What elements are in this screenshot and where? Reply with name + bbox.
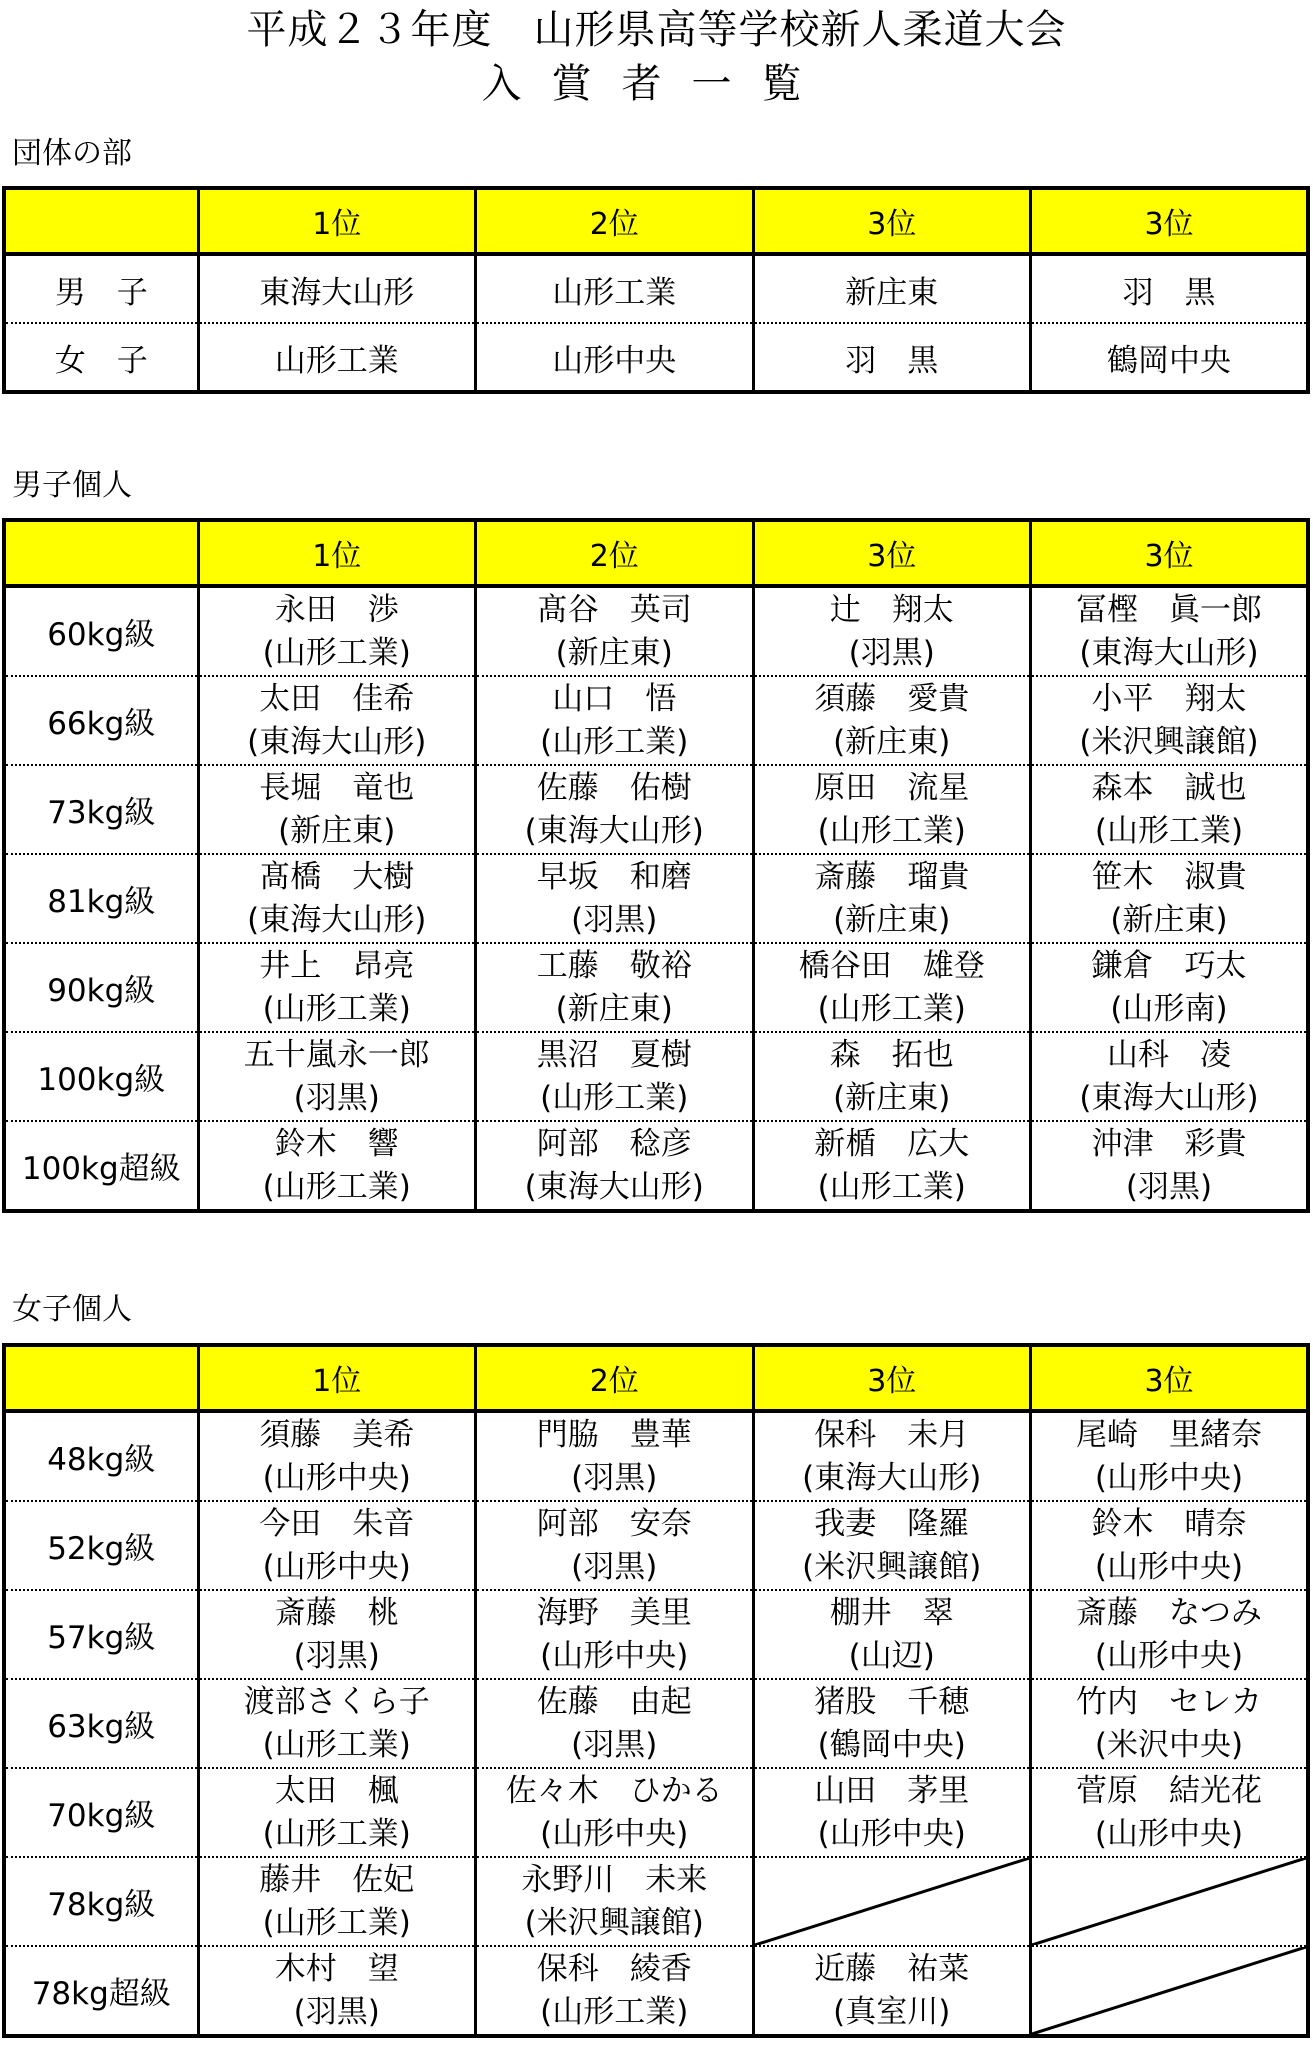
school-name: (米沢興譲館) (802, 1548, 982, 1585)
school-name: (羽黒) (571, 1459, 658, 1496)
athlete-name: 冨樫 眞一郎 (1076, 591, 1262, 628)
athlete-name: 鈴木 晴奈 (1091, 1505, 1247, 1542)
result-cell (198, 1857, 476, 1946)
result-cell (753, 1501, 1031, 1590)
header-place-3: 3位 (753, 1345, 1031, 1411)
school-name: (東海大山形) (247, 723, 427, 760)
school-name: (山形工業) (262, 1726, 411, 1763)
result-cell (1031, 586, 1309, 676)
school-name: (東海大山形) (802, 1459, 982, 1496)
athlete-name: 沖津 彩貴 (1091, 1125, 1247, 1162)
team-section-label: 団体の部 (12, 136, 132, 171)
team-result-cell: 羽 黒 (1031, 254, 1309, 323)
result-cell (476, 765, 754, 854)
men-weight-row (4, 676, 1308, 765)
school-name: (新庄東) (833, 723, 951, 760)
result-cell (1031, 1501, 1309, 1590)
athlete-name: 鈴木 響 (274, 1125, 399, 1162)
school-name: (山形工業) (262, 1168, 411, 1205)
empty-result-cell (1031, 1946, 1309, 2036)
result-cell (198, 1768, 476, 1857)
men-weight-row (4, 765, 1308, 854)
women-section-label: 女子個人 (12, 1292, 132, 1327)
school-name: (羽黒) (571, 1548, 658, 1585)
athlete-name: 森本 誠也 (1091, 769, 1247, 806)
result-cell (476, 1501, 754, 1590)
athlete-name: 猪股 千穂 (814, 1683, 970, 1720)
team-row (4, 254, 1308, 323)
school-name: (新庄東) (833, 901, 951, 938)
women-weight-row (4, 1768, 1308, 1857)
athlete-name: 新楯 広大 (814, 1125, 970, 1162)
athlete-name: 黒沼 夏樹 (536, 1036, 692, 1073)
athlete-name: 斎藤 桃 (274, 1594, 399, 1631)
athlete-name: 菅原 結光花 (1076, 1772, 1262, 1809)
school-name: (東海大山形) (1079, 1079, 1259, 1116)
result-cell (753, 676, 1031, 765)
weight-class-cell: 52kg級 (4, 1501, 198, 1590)
header-place-4: 3位 (1031, 520, 1309, 586)
school-name: (山形工業) (1094, 812, 1244, 849)
school-name: (山形工業) (540, 1079, 689, 1116)
result-cell (1031, 1679, 1309, 1768)
result-cell (198, 1501, 476, 1590)
weight-class-cell: 90kg級 (4, 943, 198, 1032)
men-weight-row (4, 854, 1308, 943)
athlete-name: 太田 楓 (274, 1772, 399, 1809)
women-weight-row (4, 1679, 1308, 1768)
result-cell (753, 1121, 1031, 1211)
women-weight-row (4, 1857, 1308, 1946)
athlete-name: 井上 昂亮 (259, 947, 415, 984)
school-name: (新庄東) (1110, 901, 1228, 938)
women-weight-row (4, 1501, 1308, 1590)
athlete-name: 渡部さくら子 (243, 1683, 430, 1720)
result-cell (198, 1032, 476, 1121)
school-name: (羽黒) (848, 634, 935, 671)
weight-class-cell: 78kg超級 (4, 1946, 198, 2036)
empty-cell-slash (1032, 1858, 1306, 1945)
result-cell (198, 1590, 476, 1679)
athlete-name: 髙橋 大樹 (259, 858, 415, 895)
result-cell (198, 1946, 476, 2036)
women-table-body (4, 1345, 1308, 2036)
men-weight-row (4, 586, 1308, 676)
result-cell (476, 1857, 754, 1946)
result-cell (1031, 854, 1309, 943)
header-place-3: 3位 (753, 520, 1031, 586)
header-blank-cell (4, 1345, 198, 1411)
school-name: (新庄東) (555, 990, 673, 1027)
athlete-name: 山科 凌 (1107, 1036, 1231, 1073)
school-name: (米沢興譲館) (1079, 723, 1259, 760)
athlete-name: 山田 茅里 (814, 1772, 970, 1809)
men-weight-row (4, 1032, 1308, 1121)
weight-class-cell: 73kg級 (4, 765, 198, 854)
result-cell (753, 1411, 1031, 1501)
athlete-name: 須藤 美希 (259, 1416, 415, 1453)
athlete-name: 阿部 安奈 (536, 1505, 692, 1542)
school-name: (羽黒) (293, 1637, 380, 1674)
athlete-name: 辻 翔太 (829, 591, 954, 628)
weight-class-cell: 81kg級 (4, 854, 198, 943)
athlete-name: 永野川 未来 (521, 1861, 708, 1898)
school-name: (鶴岡中央) (817, 1726, 966, 1763)
school-name: (新庄東) (833, 1079, 951, 1116)
result-cell (753, 1768, 1031, 1857)
result-cell (476, 1121, 754, 1211)
team-results-table (2, 186, 1310, 394)
result-cell (476, 1768, 754, 1857)
athlete-name: 佐々木 ひかる (505, 1772, 723, 1809)
athlete-name: 藤井 佐妃 (259, 1861, 415, 1898)
result-cell (198, 854, 476, 943)
athlete-name: 髙谷 英司 (536, 591, 692, 628)
result-cell (476, 586, 754, 676)
result-cell (1031, 1768, 1309, 1857)
athlete-name: 斎藤 瑠貴 (814, 858, 970, 895)
school-name: (山形中央) (1094, 1459, 1244, 1496)
athlete-name: 海野 美里 (536, 1594, 692, 1631)
men-weight-row (4, 943, 1308, 1032)
slash-line (755, 1858, 1030, 1945)
men-section-label: 男子個人 (12, 468, 132, 503)
men-table-body (4, 520, 1308, 1211)
weight-class-cell: 63kg級 (4, 1679, 198, 1768)
school-name: (真室川) (833, 1993, 951, 2030)
athlete-name: 永田 渉 (274, 591, 399, 628)
athlete-name: 佐藤 佑樹 (536, 769, 692, 806)
header-place-2: 2位 (476, 188, 754, 254)
school-name: (東海大山形) (247, 901, 427, 938)
result-cell (1031, 1590, 1309, 1679)
result-cell (476, 1946, 754, 2036)
athlete-name: 棚井 翠 (829, 1594, 954, 1631)
slash-line (1032, 1947, 1306, 2034)
school-name: (山形工業) (817, 812, 966, 849)
weight-class-cell: 78kg級 (4, 1857, 198, 1946)
school-name: (東海大山形) (524, 1168, 704, 1205)
result-cell (753, 1032, 1031, 1121)
school-name: (山形工業) (262, 634, 411, 671)
result-cell (198, 1121, 476, 1211)
school-name: (山形工業) (262, 1904, 411, 1941)
athlete-name: 阿部 稔彦 (536, 1125, 692, 1162)
athlete-name: 斎藤 なつみ (1076, 1594, 1262, 1631)
athlete-name: 早坂 和磨 (536, 858, 692, 895)
page-subtitle: 入賞者一覧 (481, 61, 832, 107)
athlete-name: 原田 流星 (814, 769, 970, 806)
athlete-name: 長堀 竜也 (259, 769, 415, 806)
athlete-name: 保科 未月 (814, 1416, 970, 1453)
school-name: (山形中央) (1094, 1548, 1244, 1585)
header-row (4, 1345, 1308, 1411)
school-name: (山形中央) (1094, 1637, 1244, 1674)
result-cell (476, 1032, 754, 1121)
result-cell (1031, 1121, 1309, 1211)
women-results-table (2, 1343, 1310, 2038)
result-cell (476, 1590, 754, 1679)
result-cell (198, 1411, 476, 1501)
header-place-1: 1位 (198, 188, 476, 254)
weight-class-cell: 100kg超級 (4, 1121, 198, 1211)
result-cell (198, 586, 476, 676)
result-cell (753, 854, 1031, 943)
header-blank-cell (4, 520, 198, 586)
result-cell (753, 1946, 1031, 2036)
women-weight-row (4, 1411, 1308, 1501)
result-cell (198, 765, 476, 854)
athlete-name: 門脇 豊華 (536, 1416, 692, 1453)
school-name: (羽黒) (571, 901, 658, 938)
result-cell (1031, 765, 1309, 854)
athlete-name: 森 拓也 (829, 1036, 954, 1073)
school-name: (山形工業) (262, 1815, 411, 1852)
athlete-name: 五十嵐永一郎 (243, 1036, 430, 1073)
school-name: (山形中央) (262, 1459, 411, 1496)
school-name: (羽黒) (293, 1079, 380, 1116)
school-name: (羽黒) (571, 1726, 658, 1763)
school-name: (山形工業) (817, 1168, 966, 1205)
header-place-4: 3位 (1031, 1345, 1309, 1411)
header-place-2: 2位 (476, 520, 754, 586)
team-result-cell: 新庄東 (753, 254, 1031, 323)
team-row (4, 323, 1308, 392)
school-name: (新庄東) (555, 634, 673, 671)
school-name: (山形中央) (817, 1815, 966, 1852)
school-name: (山形中央) (1094, 1815, 1244, 1852)
result-cell (476, 1411, 754, 1501)
result-cell (753, 1590, 1031, 1679)
team-result-cell: 羽 黒 (753, 323, 1031, 392)
result-cell (198, 943, 476, 1032)
weight-class-cell: 57kg級 (4, 1590, 198, 1679)
result-cell (476, 676, 754, 765)
weight-class-cell: 70kg級 (4, 1768, 198, 1857)
result-cell (753, 765, 1031, 854)
header-place-1: 1位 (198, 1345, 476, 1411)
athlete-name: 近藤 祐菜 (814, 1950, 970, 1987)
athlete-name: 笹木 淑貴 (1091, 858, 1247, 895)
athlete-name: 尾崎 里緒奈 (1076, 1416, 1262, 1453)
result-cell (753, 586, 1031, 676)
school-name: (東海大山形) (1079, 634, 1259, 671)
empty-cell-slash (755, 1858, 1030, 1945)
school-name: (東海大山形) (524, 812, 704, 849)
men-weight-row (4, 1121, 1308, 1211)
athlete-name: 今田 朱音 (259, 1505, 415, 1542)
result-cell (198, 1679, 476, 1768)
school-name: (山形中央) (540, 1815, 689, 1852)
athlete-name: 我妻 隆羅 (814, 1505, 970, 1542)
weight-class-cell: 60kg級 (47, 617, 156, 653)
athlete-name: 佐藤 由起 (536, 1683, 692, 1720)
school-name: (山形南) (1110, 990, 1228, 1027)
header-place-2: 2位 (476, 1345, 754, 1411)
weight-class-cell: 66kg級 (4, 676, 198, 765)
school-name: (新庄東) (278, 812, 396, 849)
athlete-name: 太田 佳希 (259, 680, 415, 717)
athlete-name: 木村 望 (274, 1950, 399, 1987)
slash-line (1032, 1858, 1306, 1945)
athlete-name: 工藤 敬裕 (536, 947, 692, 984)
empty-result-cell (753, 1857, 1031, 1946)
athlete-name: 小平 翔太 (1091, 680, 1247, 717)
empty-cell-slash (1032, 1947, 1306, 2034)
empty-result-cell (1031, 1857, 1309, 1946)
category-cell: 女 子 (4, 323, 198, 392)
school-name: (山形工業) (540, 723, 689, 760)
weight-class-cell: 48kg級 (47, 1442, 156, 1478)
school-name: (羽黒) (1125, 1168, 1213, 1205)
men-results-table (2, 518, 1310, 1213)
header-place-3: 3位 (753, 188, 1031, 254)
header-blank-cell (4, 188, 198, 254)
athlete-name: 橋谷田 雄登 (798, 947, 985, 984)
athlete-name: 保科 綾香 (536, 1950, 692, 1987)
school-name: (山形中央) (540, 1637, 689, 1674)
women-weight-row (4, 1590, 1308, 1679)
athlete-name: 鎌倉 巧太 (1091, 947, 1247, 984)
header-row (4, 520, 1308, 586)
result-cell (1031, 943, 1309, 1032)
team-result-cell: 山形中央 (476, 323, 754, 392)
header-place-1: 1位 (198, 520, 476, 586)
page-title: 平成２３年度 山形県高等学校新人柔道大会 (246, 7, 1067, 53)
school-name: (山形工業) (262, 990, 411, 1027)
team-result-cell: 東海大山形 (198, 254, 476, 323)
result-cell (476, 854, 754, 943)
school-name: (山形中央) (262, 1548, 411, 1585)
athlete-name: 須藤 愛貴 (814, 680, 970, 717)
team-table-body (4, 188, 1308, 392)
result-cell (1031, 1411, 1309, 1501)
school-name: (山形工業) (817, 990, 966, 1027)
header-row (4, 188, 1308, 254)
school-name: (山形工業) (540, 1993, 689, 2030)
school-name: (米沢中央) (1094, 1726, 1244, 1763)
school-name: (羽黒) (293, 1993, 380, 2030)
result-cell (753, 1679, 1031, 1768)
women-weight-row (4, 1946, 1308, 2036)
result-cell (1031, 676, 1309, 765)
result-cell (476, 943, 754, 1032)
athlete-name: 竹内 セレカ (1076, 1683, 1262, 1720)
weight-class-cell: 100kg級 (4, 1032, 198, 1121)
team-result-cell: 山形工業 (198, 323, 476, 392)
result-cell (476, 1679, 754, 1768)
school-name: (山辺) (848, 1637, 935, 1674)
category-cell: 男 子 (54, 274, 148, 311)
athlete-name: 山口 悟 (552, 680, 677, 717)
school-name: (米沢興譲館) (524, 1904, 704, 1941)
result-cell (1031, 1032, 1309, 1121)
result-cell (198, 676, 476, 765)
header-place-4: 3位 (1031, 188, 1309, 254)
team-result-cell: 鶴岡中央 (1031, 323, 1309, 392)
team-result-cell: 山形工業 (476, 254, 754, 323)
result-cell (753, 943, 1031, 1032)
